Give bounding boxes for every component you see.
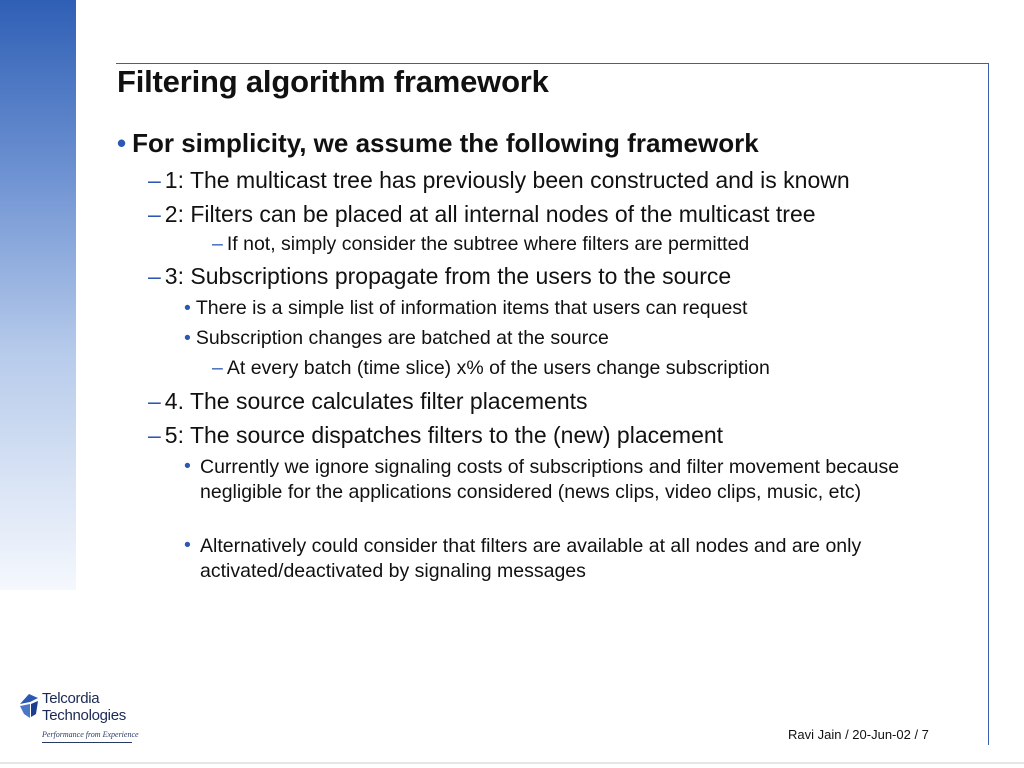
list-item-2-sub: [212, 233, 749, 256]
logo-mark-icon: [18, 692, 40, 722]
list-item-3-text: 3: Subscriptions propagate from the users to the source: [164, 263, 732, 289]
list-item-1-text: 1: The multicast tree has previously been constructed and is known: [164, 167, 850, 193]
list-item-3-bullet-1-text: There is a simple list of information items that users can request: [195, 297, 748, 319]
logo-tagline: Performance from Experience: [42, 730, 139, 739]
list-item-5-bullet-2-text: Alternatively could consider that filters are available at all nodes and are only activated/deactivated by signaling messages: [200, 535, 862, 582]
frame-right-rule: [988, 63, 989, 745]
logo-underline: [42, 742, 132, 743]
bottom-divider: [0, 762, 1024, 764]
list-item-3-bullet-2-text: Subscription changes are batched at the source: [195, 327, 609, 349]
dash-marker: –: [212, 233, 223, 255]
list-item-5-bullet-1-text: Currently we ignore signaling costs of subscriptions and filter movement because negligible for the applications considered (news clips, video clips, music, etc): [200, 456, 900, 503]
list-item-1: [148, 167, 850, 194]
list-item-2: [148, 201, 816, 228]
list-item-3-bullet-2-sub: [212, 357, 770, 380]
bullet-main: [117, 128, 759, 159]
list-item-4: [148, 388, 588, 415]
list-item-2-sub-text: If not, simply consider the subtree where filters are permitted: [226, 233, 750, 255]
telcordia-logo: [18, 690, 148, 750]
dash-marker: –: [148, 201, 161, 227]
list-item-4-text: 4. The source calculates filter placements: [164, 388, 588, 414]
side-gradient-bar: [0, 0, 76, 590]
dash-marker: –: [212, 357, 223, 379]
logo-name-line1: Telcordia: [42, 690, 100, 707]
slide-title: Filtering algorithm framework: [117, 64, 549, 99]
bullet-marker: •: [184, 534, 191, 556]
bullet-marker: •: [184, 455, 191, 477]
bullet-marker: •: [184, 327, 191, 349]
list-item-3-bullet-1: [184, 297, 747, 320]
list-item-3-bullet-2: [184, 327, 609, 350]
list-item-3: [148, 263, 731, 290]
dash-marker: –: [148, 422, 161, 448]
slide-footer: Ravi Jain / 20-Jun-02 / 7: [788, 727, 929, 742]
list-item-5-bullet-1-marker-wrap: [184, 455, 197, 478]
list-item-5-bullet-2-marker-wrap: [184, 534, 197, 557]
list-item-5-text: 5: The source dispatches filters to the (new) placement: [164, 422, 724, 448]
dash-marker: –: [148, 263, 161, 289]
bullet-marker: •: [117, 128, 127, 158]
list-item-3-bullet-2-sub-text: At every batch (time slice) x% of the users change subscription: [226, 357, 770, 379]
list-item-5: [148, 422, 723, 449]
bullet-marker: •: [184, 297, 191, 319]
dash-marker: –: [148, 388, 161, 414]
dash-marker: –: [148, 167, 161, 193]
list-item-2-text: 2: Filters can be placed at all internal nodes of the multicast tree: [164, 201, 816, 227]
bullet-main-text: For simplicity, we assume the following framework: [132, 128, 759, 158]
logo-name-line2: Technologies: [42, 707, 126, 724]
